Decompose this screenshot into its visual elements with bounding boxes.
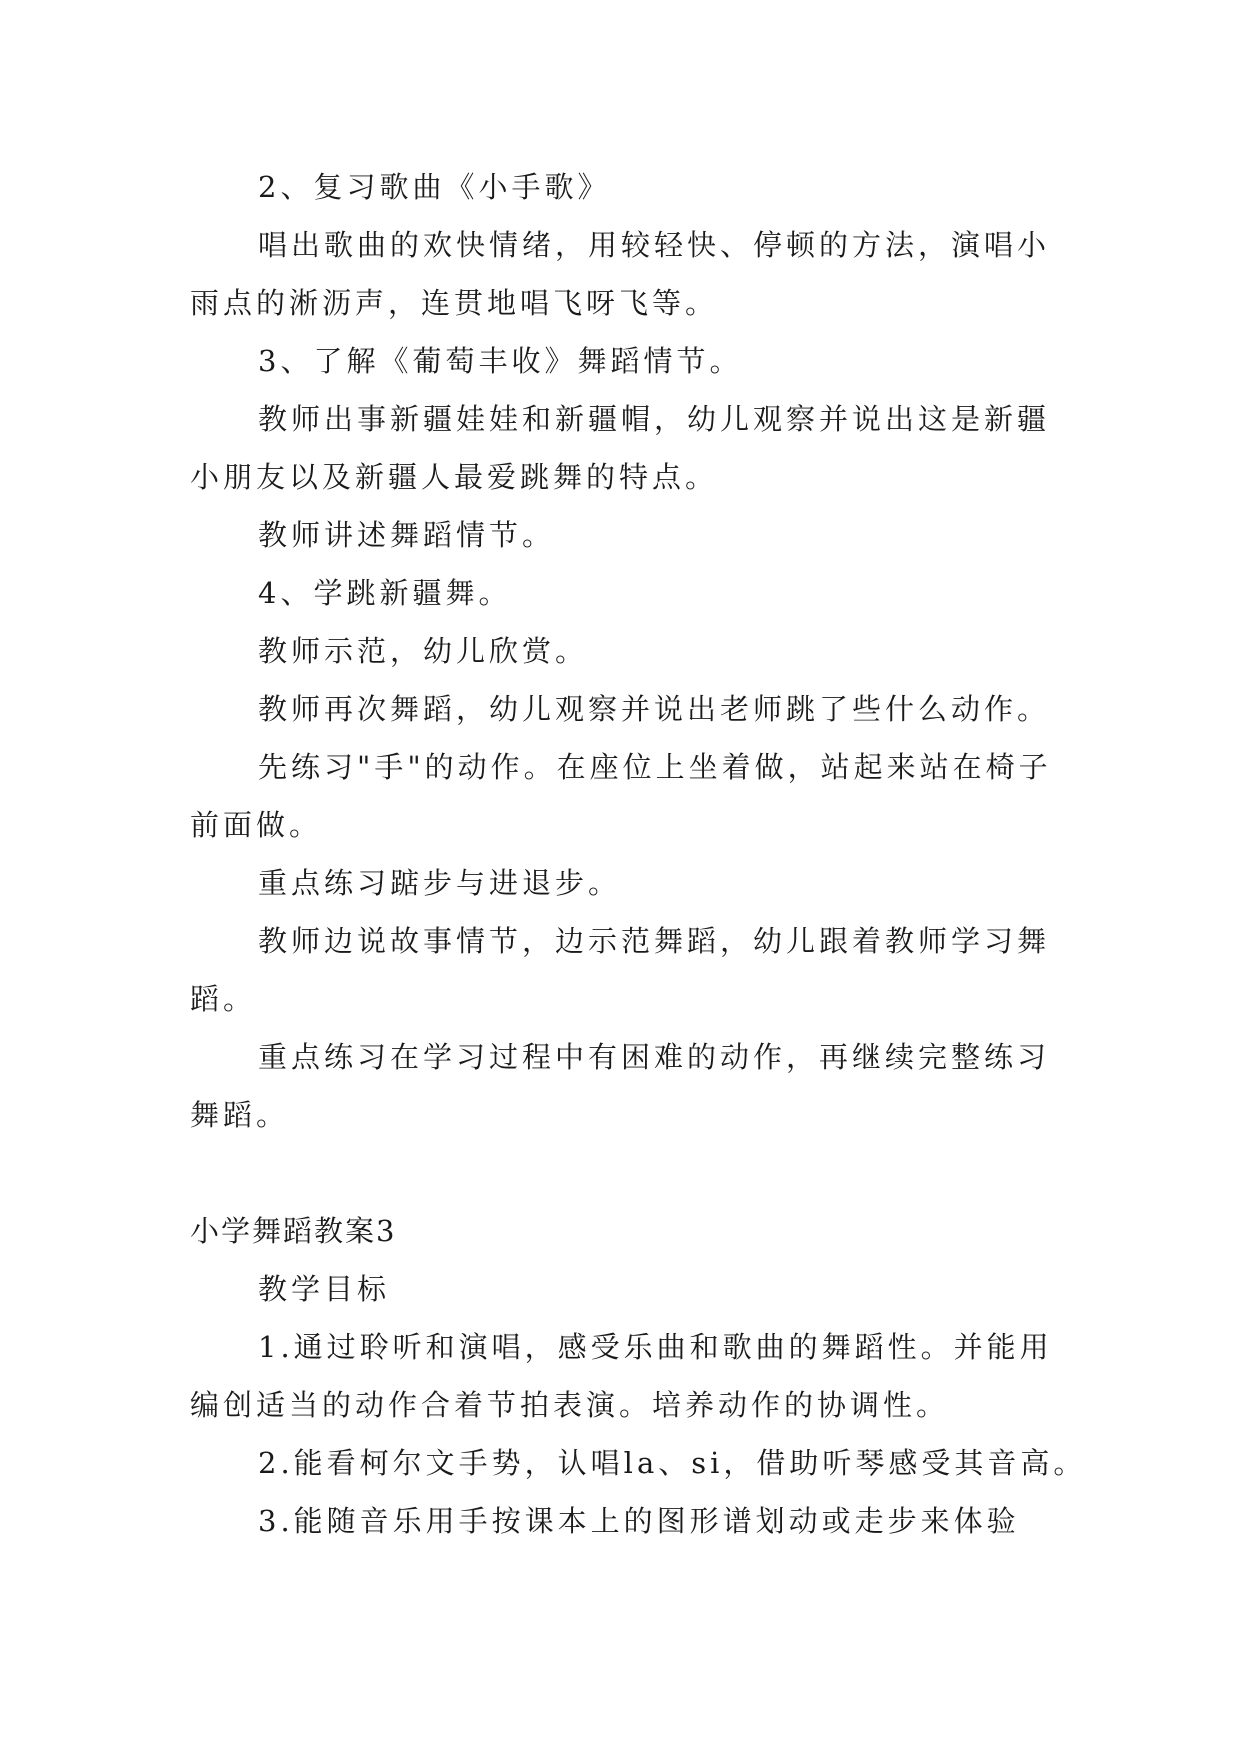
paragraph: 教师边说故事情节，边示范舞蹈，幼儿跟着教师学习舞蹈。	[190, 924, 1051, 1016]
paragraph: 教师示范，幼儿欣赏。	[258, 634, 589, 668]
subheading: 教学目标	[258, 1272, 391, 1306]
paragraph: 先练习"手"的动作。在座位上坐着做，站起来站在椅子前面做。	[190, 750, 1052, 842]
paragraph: 重点练习踮步与进退步。	[258, 866, 622, 900]
paragraph: 教师讲述舞蹈情节。	[258, 518, 556, 552]
paragraph: 重点练习在学习过程中有困难的动作，再继续完整练习舞蹈。	[190, 1040, 1051, 1132]
document-body	[190, 158, 1087, 1550]
paragraph: 教师出事新疆娃娃和新疆帽，幼儿观察并说出这是新疆小朋友以及新疆人最爱跳舞的特点。	[190, 402, 1051, 494]
section-title: 小学舞蹈教案3	[190, 1214, 397, 1248]
paragraph: 2、复习歌曲《小手歌》	[258, 170, 611, 204]
paragraph: 唱出歌曲的欢快情绪，用较轻快、停顿的方法，演唱小雨点的淅沥声，连贯地唱飞呀飞等。	[190, 228, 1051, 320]
section-spacer	[190, 1144, 1070, 1202]
paragraph: 3.能随音乐用手按课本上的图形谱划动或走步来体验	[258, 1504, 1020, 1538]
paragraph: 教师再次舞蹈，幼儿观察并说出老师跳了些什么动作。	[258, 692, 1051, 726]
paragraph: 4、学跳新疆舞。	[258, 576, 512, 610]
paragraph: 2.能看柯尔文手势，认唱la、si，借助听琴感受其音高。	[258, 1446, 1087, 1480]
paragraph: 1.通过聆听和演唱，感受乐曲和歌曲的舞蹈性。并能用编创适当的动作合着节拍表演。培养动作的协调性。	[190, 1330, 1053, 1422]
paragraph: 3、了解《葡萄丰收》舞蹈情节。	[258, 344, 743, 378]
